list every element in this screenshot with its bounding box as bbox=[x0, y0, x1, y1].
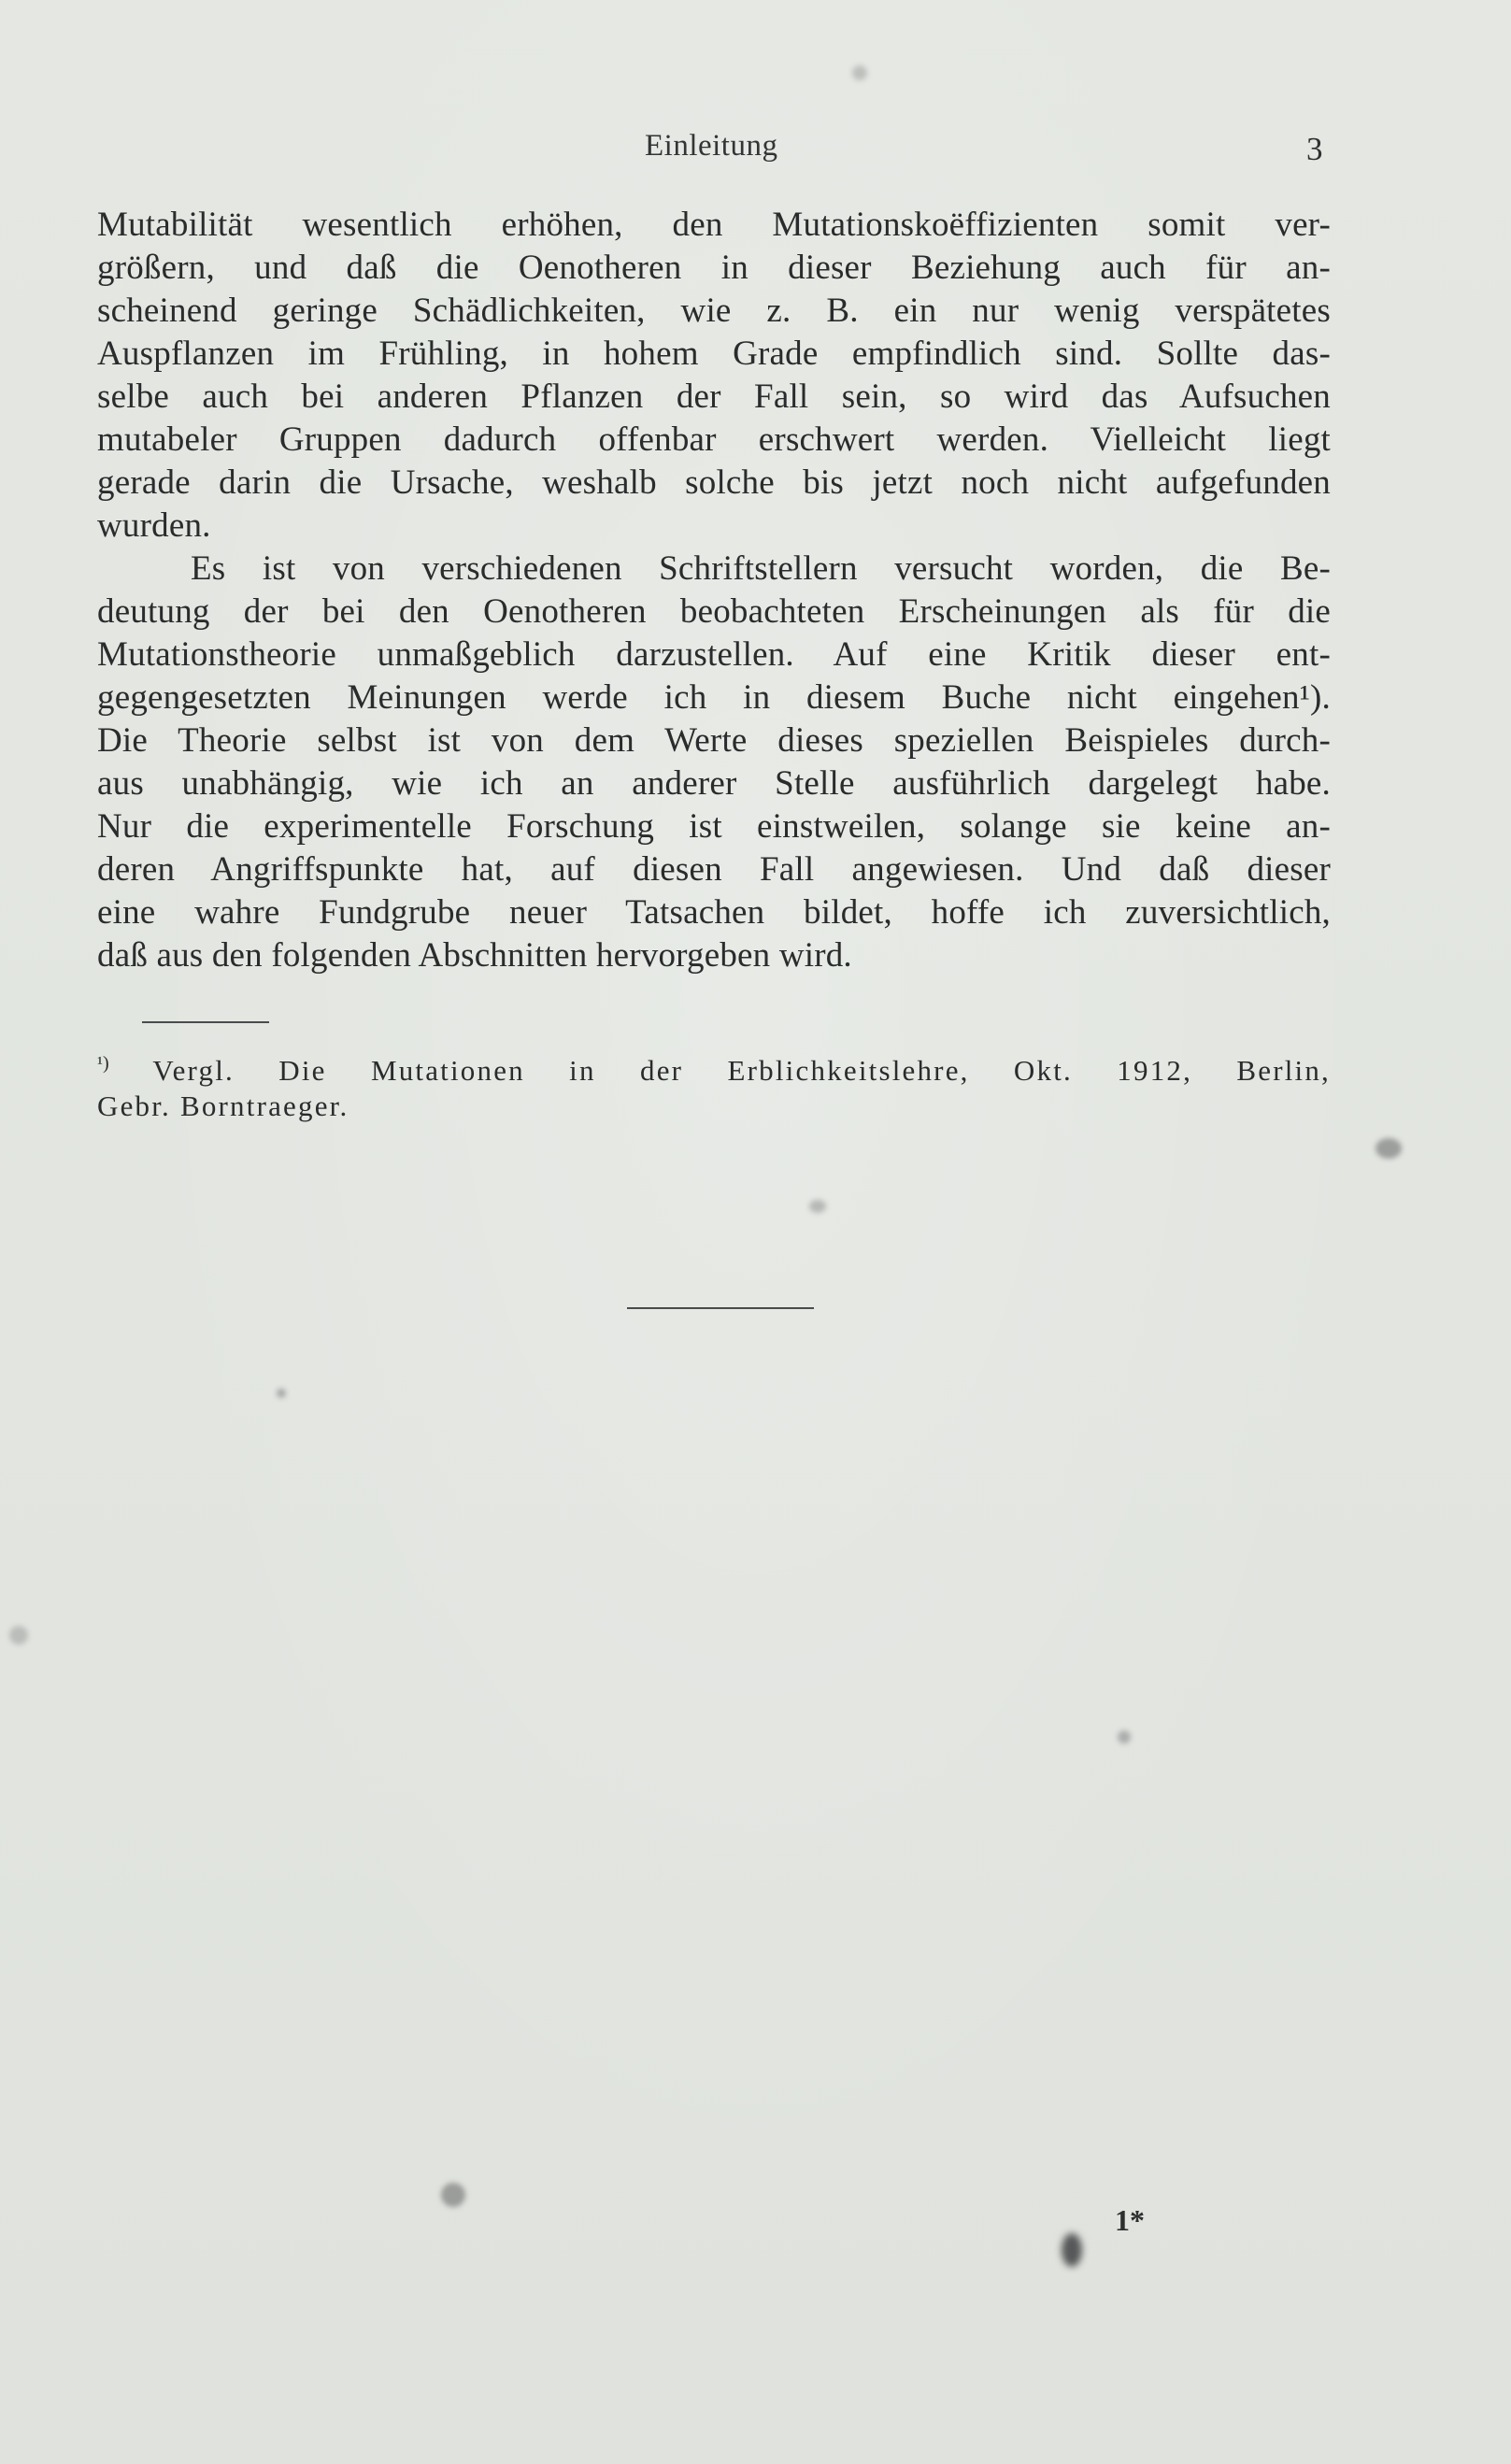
signature-mark: 1* bbox=[1115, 2203, 1145, 2237]
text-line: daß aus den folgenden Abschnitten hervorgeben wird. bbox=[97, 936, 852, 975]
text-line: deutung der bei den Oenotheren beobachteten Erscheinungen als für die bbox=[97, 592, 1331, 631]
paper-speck bbox=[1062, 2233, 1082, 2267]
paper-speck bbox=[9, 1626, 28, 1645]
paper-speck bbox=[809, 1200, 826, 1213]
text-line: gerade darin die Ursache, weshalb solche bis jetzt noch nicht aufgefunden bbox=[97, 463, 1331, 502]
footnote-line: Gebr. Borntraeger. bbox=[97, 1090, 349, 1122]
footnote-text: Vergl. Die Mutationen in der Erblichkeitslehre, Okt. 1912, Berlin, bbox=[152, 1054, 1331, 1087]
text-line: Auspflanzen im Frühling, in hohem Grade empfindlich sind. Sollte das- bbox=[97, 335, 1331, 373]
footnote-marker: ¹) bbox=[97, 1053, 109, 1074]
text-line: aus unabhängig, wie ich an anderer Stelle ausführlich dargelegt habe. bbox=[97, 764, 1331, 803]
paper-speck bbox=[1376, 1138, 1402, 1159]
text-line: scheinend geringe Schädlichkeiten, wie z. B. ein nur wenig verspätetes bbox=[97, 292, 1331, 330]
text-line: Mutationstheorie unmaßgeblich darzustellen. Auf eine Kritik dieser ent- bbox=[97, 635, 1331, 674]
paper-speck bbox=[441, 2183, 465, 2207]
text-line: Mutabilität wesentlich erhöhen, den Mutationskoëffizienten somit ver- bbox=[97, 206, 1331, 244]
running-title: Einleitung bbox=[645, 129, 778, 163]
text-line: Nur die experimentelle Forschung ist einstweilen, solange sie keine an- bbox=[97, 807, 1331, 846]
footnote-divider bbox=[142, 1021, 269, 1023]
section-end-rule bbox=[627, 1307, 814, 1309]
text-line: eine wahre Fundgrube neuer Tatsachen bildet, hoffe ich zuversichtlich, bbox=[97, 893, 1331, 932]
text-line: gegengesetzten Meinungen werde ich in diesem Buche nicht eingehen¹). bbox=[97, 678, 1331, 717]
text-line: deren Angriffspunkte hat, auf diesen Fall angewiesen. Und daß dieser bbox=[97, 850, 1331, 889]
paper-speck bbox=[1118, 1730, 1131, 1744]
text-line: mutabeler Gruppen dadurch offenbar erschwert werden. Vielleicht liegt bbox=[97, 420, 1331, 459]
text-line: größern, und daß die Oenotheren in dieser Beziehung auch für an- bbox=[97, 249, 1331, 287]
text-line: Die Theorie selbst ist von dem Werte dieses speziellen Beispieles durch- bbox=[97, 721, 1331, 760]
running-header bbox=[0, 129, 1511, 176]
text-line: Es ist von verschiedenen Schriftstellern versucht worden, die Be- bbox=[191, 549, 1331, 588]
text-line: selbe auch bei anderen Pflanzen der Fall sein, so wird das Aufsuchen bbox=[97, 377, 1331, 416]
footnote-line bbox=[97, 1042, 1331, 1085]
paper-speck bbox=[277, 1389, 286, 1398]
page-number: 3 bbox=[1306, 131, 1323, 167]
footnote bbox=[97, 1042, 1331, 1128]
paper-speck bbox=[852, 65, 867, 80]
text-line: wurden. bbox=[97, 506, 211, 545]
body-text bbox=[97, 204, 1331, 977]
